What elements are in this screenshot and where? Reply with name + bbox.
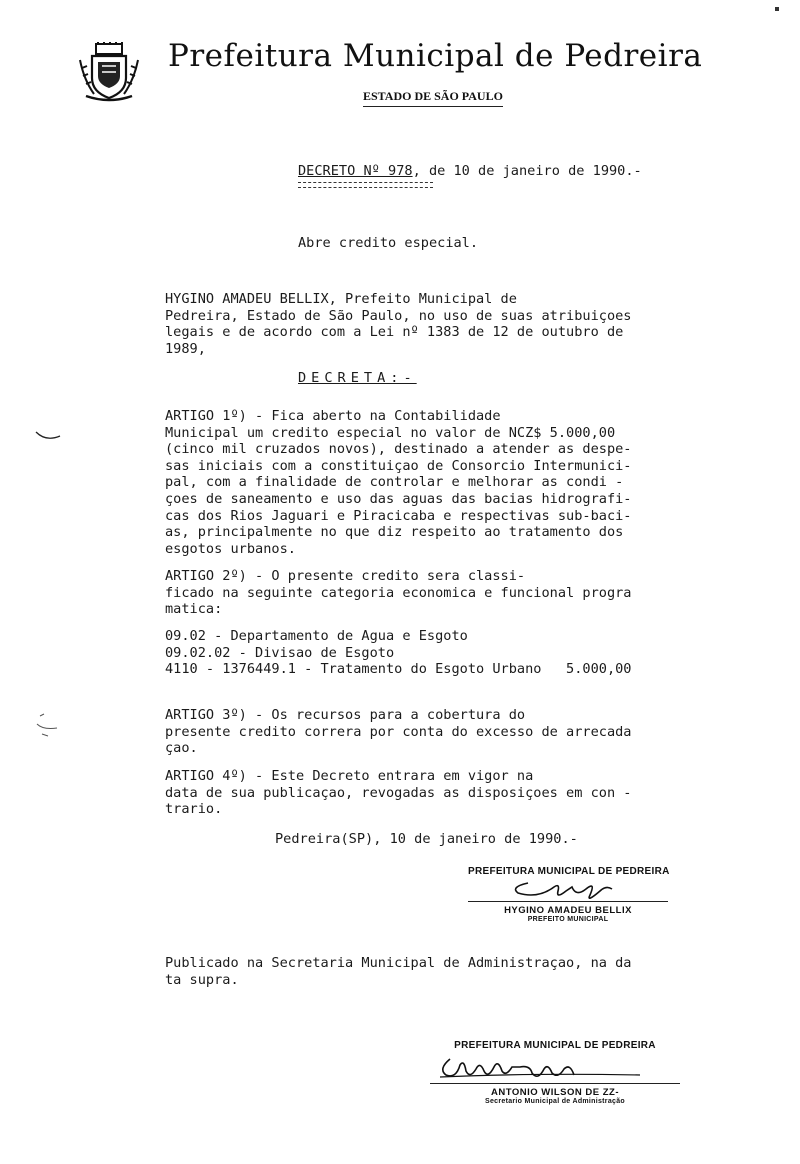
article-1: ARTIGO 1º) - Fica aberto na Contabilidade Municipal um credito especial no valor de NCZ$ 5.000,00 (cinco mil cruzados novos), destinado a atender as despe- sas iniciais com a constituiçao de Consorcio Intermunici- pal, com a finalidade de controlar e melhorar as condi - çoes de saneamento e uso das aguas das bacias hidrografi- cas dos Rios Jaguari e Piracicaba e respectivas sub-baci- as, principalmente no que diz respeito ao tratamento dos esgotos urbanos. xyxy=(165,408,632,557)
article-3: ARTIGO 3º) - Os recursos para a cobertura do presente credito correra por conta do excesso de arrecada çao. xyxy=(165,707,632,757)
publication-note: Publicado na Secretaria Municipal de Administraçao, na da ta supra. xyxy=(165,955,632,988)
mayor-signature-line xyxy=(468,901,668,902)
title-double-rule xyxy=(298,182,433,188)
mayor-role: PREFEITO MUNICIPAL xyxy=(527,916,609,923)
intro-paragraph: HYGINO AMADEU BELLIX, Prefeito Municipal de Pedreira, Estado de São Paulo, no uso de suas atribuiçoes legais e de acordo com a Lei nº 1383 de 12 de outubro de 1989, xyxy=(165,291,632,357)
mayor-name: HYGINO AMADEU BELLIX xyxy=(504,905,632,916)
decreta-heading: DECRETA:- xyxy=(298,370,417,386)
secretary-handwritten-signature xyxy=(430,1051,680,1081)
org-title: Prefeitura Municipal de Pedreira xyxy=(168,38,703,74)
secretary-signature-line xyxy=(430,1083,680,1084)
decree-title xyxy=(298,163,642,180)
mayor-signature-block xyxy=(468,866,668,923)
budget-lines: 09.02 - Departamento de Agua e Esgoto 09.02.02 - Divisao de Esgoto 4110 - 1376449.1 - Tratamento do Esgoto Urbano 5.000,00 xyxy=(165,628,632,678)
mayor-stamp: PREFEITURA MUNICIPAL DE PEDREIRA xyxy=(468,866,670,877)
secretary-role: Secretario Municipal de Administração xyxy=(485,1098,625,1105)
secretary-signature-block xyxy=(430,1040,680,1105)
scan-mark-1 xyxy=(34,428,62,442)
article-4: ARTIGO 4º) - Este Decreto entrara em vigor na data de sua publicaçao, revogadas as disposiçoes em con - trario. xyxy=(165,768,632,818)
secretary-stamp: PREFEITURA MUNICIPAL DE PEDREIRA xyxy=(454,1040,656,1051)
decree-subject: Abre credito especial. xyxy=(298,235,479,251)
secretary-name: ANTONIO WILSON DE ZZ- xyxy=(490,1087,619,1098)
article-2: ARTIGO 2º) - O presente credito sera classi- ficado na seguinte categoria economica e funcional progra matica: xyxy=(165,568,632,618)
scan-mark-3 xyxy=(772,4,784,16)
place-date: Pedreira(SP), 10 de janeiro de 1990.- xyxy=(275,831,578,847)
state-line: ESTADO DE SÃO PAULO xyxy=(363,89,503,107)
decree-date: , de 10 de janeiro de 1990.- xyxy=(412,163,642,179)
mayor-handwritten-signature xyxy=(468,877,668,899)
municipal-coat-of-arms-icon xyxy=(78,42,140,102)
scan-mark-2 xyxy=(34,712,62,742)
decree-number: DECRETO Nº 978 xyxy=(298,163,413,179)
